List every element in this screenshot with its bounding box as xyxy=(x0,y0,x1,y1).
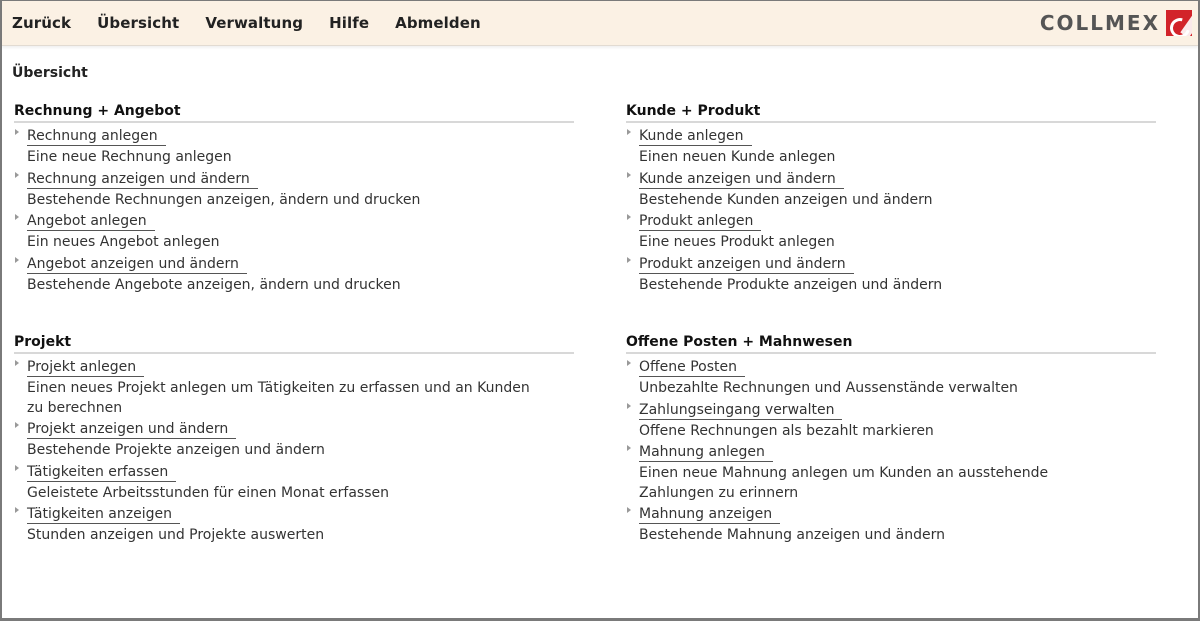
main-nav xyxy=(12,14,507,32)
section-heading: Kunde + Produkt xyxy=(626,103,1156,123)
triangle-bullet-icon xyxy=(627,445,631,451)
section-rechnung-angebot xyxy=(14,103,574,295)
list-item xyxy=(626,399,1156,442)
item-description: Bestehende Kunden anzeigen und ändern xyxy=(639,191,933,208)
link-mahnung-anlegen[interactable]: Mahnung anlegen xyxy=(639,444,773,462)
link-mahnung-anzeigen[interactable]: Mahnung anzeigen xyxy=(639,506,780,524)
link-taetigkeiten-anzeigen[interactable]: Tätigkeiten anzeigen xyxy=(27,506,180,524)
link-angebot-anlegen[interactable]: Angebot anlegen xyxy=(27,213,155,231)
item-description: Bestehende Produkte anzeigen und ändern xyxy=(639,276,943,293)
item-description: Unbezahlte Rechnungen und Aussenstände verwalten xyxy=(639,380,1018,396)
item-description: Einen neues Projekt anlegen um Tätigkeiten zu erfassen und an Kunden zu berechnen xyxy=(27,380,530,416)
section-heading: Rechnung + Angebot xyxy=(14,103,574,123)
item-description: Offene Rechnungen als bezahlt markieren xyxy=(639,422,934,439)
link-produkt-anzeigen[interactable]: Produkt anzeigen und ändern xyxy=(639,256,854,274)
link-projekt-anzeigen[interactable]: Projekt anzeigen und ändern xyxy=(27,421,236,439)
triangle-bullet-icon xyxy=(627,403,631,409)
item-description: Bestehende Projekte anzeigen und ändern xyxy=(27,442,325,458)
list-item xyxy=(626,253,1156,296)
triangle-bullet-icon xyxy=(627,507,631,513)
link-rechnung-anlegen[interactable]: Rechnung anlegen xyxy=(27,128,166,146)
link-angebot-anzeigen[interactable]: Angebot anzeigen und ändern xyxy=(27,256,247,274)
link-rechnung-anzeigen[interactable]: Rechnung anzeigen und ändern xyxy=(27,171,258,189)
list-item xyxy=(14,503,574,546)
link-zahlungseingang-verwalten[interactable]: Zahlungseingang verwalten xyxy=(639,402,842,420)
triangle-bullet-icon xyxy=(15,422,19,428)
page-title: Übersicht xyxy=(12,65,88,81)
nav-help-link[interactable]: Hilfe xyxy=(329,14,370,32)
triangle-bullet-icon xyxy=(627,214,631,220)
triangle-bullet-icon xyxy=(15,360,19,366)
link-kunde-anzeigen[interactable]: Kunde anzeigen und ändern xyxy=(639,171,844,189)
link-projekt-anlegen[interactable]: Projekt anlegen xyxy=(27,359,144,377)
item-description: Stunden anzeigen und Projekte auswerten xyxy=(27,527,325,543)
link-kunde-anlegen[interactable]: Kunde anlegen xyxy=(639,128,752,146)
nav-logout-link[interactable]: Abmelden xyxy=(395,14,481,32)
list-item xyxy=(626,210,1156,253)
triangle-bullet-icon xyxy=(627,129,631,135)
section-kunde-produkt xyxy=(626,103,1156,295)
nav-overview-link[interactable]: Übersicht xyxy=(97,14,180,32)
nav-administration-link[interactable]: Verwaltung xyxy=(205,14,304,32)
list-item xyxy=(14,168,574,211)
triangle-bullet-icon xyxy=(15,129,19,135)
list-item xyxy=(14,356,574,418)
list-item xyxy=(626,356,1156,399)
list-item xyxy=(626,441,1156,503)
triangle-bullet-icon xyxy=(15,172,19,178)
link-taetigkeiten-erfassen[interactable]: Tätigkeiten erfassen xyxy=(27,464,176,482)
triangle-bullet-icon xyxy=(627,257,631,263)
item-description: Einen neue Mahnung anlegen um Kunden an ausstehende Zahlungen zu erinnern xyxy=(639,465,1049,501)
section-heading: Projekt xyxy=(14,334,574,354)
list-item xyxy=(626,503,1156,546)
triangle-bullet-icon xyxy=(15,507,19,513)
item-description: Einen neuen Kunde anlegen xyxy=(639,149,836,165)
collmex-logo-icon xyxy=(1166,10,1192,36)
item-description: Bestehende Rechnungen anzeigen, ändern und drucken xyxy=(27,191,421,208)
item-description: Eine neues Produkt anlegen xyxy=(639,234,835,250)
section-offene-posten-mahnwesen xyxy=(626,334,1156,546)
list-item xyxy=(14,461,574,504)
item-description: Geleistete Arbeitsstunden für einen Monat erfassen xyxy=(27,484,389,501)
list-item xyxy=(626,125,1156,168)
list-item xyxy=(14,253,574,296)
triangle-bullet-icon xyxy=(15,257,19,263)
item-description: Eine neue Rechnung anlegen xyxy=(27,149,232,165)
triangle-bullet-icon xyxy=(627,360,631,366)
brand-name: COLLMEX xyxy=(1039,11,1160,35)
list-item xyxy=(14,418,574,461)
section-heading: Offene Posten + Mahnwesen xyxy=(626,334,1156,354)
list-item xyxy=(14,125,574,168)
link-offene-posten[interactable]: Offene Posten xyxy=(639,359,745,377)
link-produkt-anlegen[interactable]: Produkt anlegen xyxy=(639,213,761,231)
section-projekt xyxy=(14,334,574,546)
triangle-bullet-icon xyxy=(627,172,631,178)
list-item xyxy=(626,168,1156,211)
top-navigation-bar xyxy=(2,1,1198,46)
triangle-bullet-icon xyxy=(15,214,19,220)
nav-back-link[interactable]: Zurück xyxy=(12,14,72,32)
item-description: Bestehende Angebote anzeigen, ändern und drucken xyxy=(27,276,401,293)
triangle-bullet-icon xyxy=(15,465,19,471)
list-item xyxy=(14,210,574,253)
item-description: Bestehende Mahnung anzeigen und ändern xyxy=(639,527,945,543)
brand-logo xyxy=(1040,10,1192,36)
item-description: Ein neues Angebot anlegen xyxy=(27,234,220,250)
